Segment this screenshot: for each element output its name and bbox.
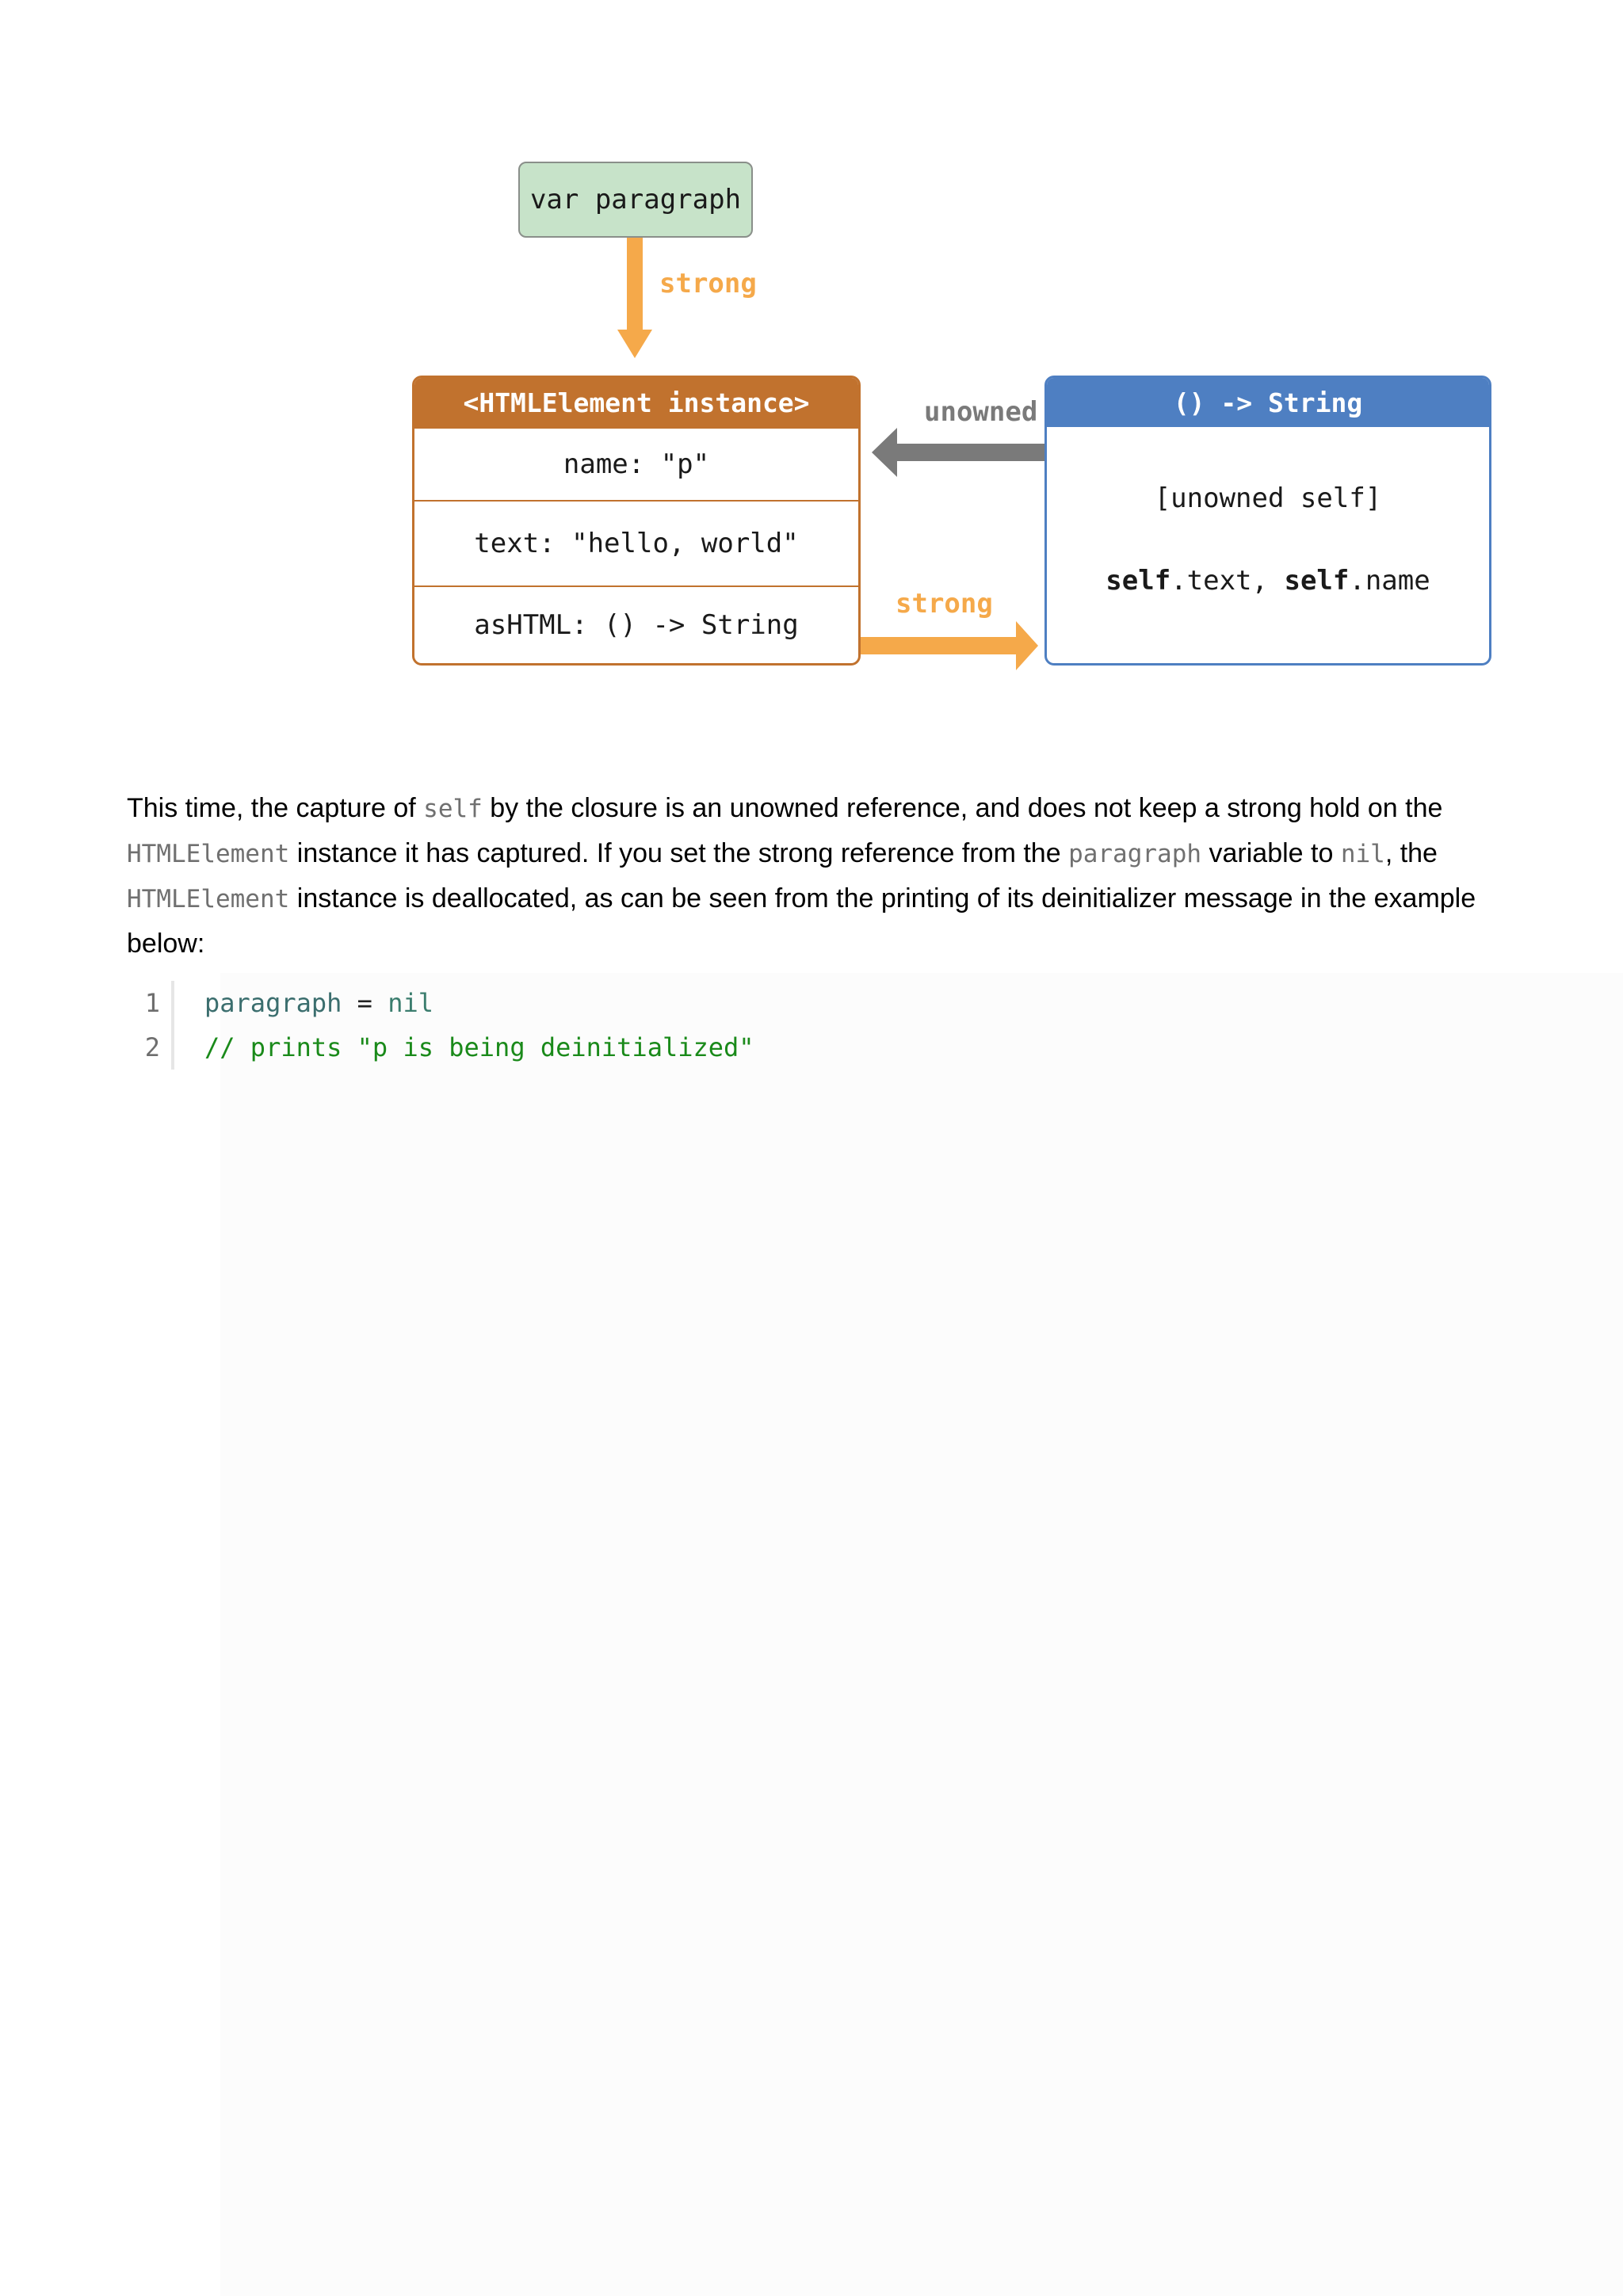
- unowned-label: unowned: [924, 396, 1038, 428]
- unowned-arrow-left: [872, 428, 1044, 477]
- closure-title: () -> String: [1047, 378, 1489, 427]
- strong-arrow-down: [617, 238, 652, 358]
- inline-code-paragraph: paragraph: [1068, 840, 1202, 868]
- line-number: 2: [144, 1032, 160, 1062]
- prose-text-1: This time, the capture of: [127, 793, 424, 823]
- code-identifier: paragraph: [204, 988, 342, 1018]
- strong-arrow-right: [861, 621, 1038, 670]
- closure-body-part-1: .text,: [1170, 565, 1285, 597]
- code-nil-literal: nil: [388, 988, 433, 1018]
- explanation-paragraph: [127, 786, 1506, 966]
- prose-text-5: , the: [1384, 838, 1438, 868]
- instance-row-ashtml: asHTML: () -> String: [414, 585, 858, 663]
- inline-code-nil: nil: [1340, 840, 1385, 868]
- code-gutter: [171, 1025, 174, 1070]
- prose-text-2: by the closure is an unowned reference, and does not keep a strong hold on the: [482, 793, 1443, 823]
- code-operator: =: [342, 988, 388, 1018]
- code-line: [127, 1025, 1506, 1070]
- code-listing: [127, 981, 1506, 1070]
- page-background-shade: [220, 973, 1623, 2296]
- inline-code-htmlelement-2: HTMLElement: [127, 885, 290, 913]
- closure-box: [1044, 376, 1491, 666]
- instance-row-text: text: "hello, world": [414, 500, 858, 585]
- code-comment: // prints "p is being deinitialized": [204, 1032, 754, 1062]
- code-gutter: [171, 981, 174, 1025]
- var-paragraph-box: var paragraph: [518, 162, 753, 238]
- instance-row-name: name: "p": [414, 427, 858, 500]
- inline-code-htmlelement: HTMLElement: [127, 840, 290, 868]
- line-number: 1: [144, 988, 160, 1018]
- strong-label-right: strong: [896, 588, 993, 620]
- reference-diagram: [0, 0, 1623, 713]
- closure-body-keyword-1: self: [1106, 565, 1171, 597]
- strong-label-down: strong: [659, 268, 757, 299]
- closure-body: [1047, 565, 1489, 597]
- closure-capture-list: [unowned self]: [1154, 482, 1382, 514]
- prose-text-6: instance is deallocated, as can be seen from the printing of its deinitializer message in the example below:: [127, 883, 1476, 959]
- inline-code-self: self: [423, 795, 483, 823]
- closure-body-keyword-2: self: [1284, 565, 1350, 597]
- htmlelement-instance-box: [412, 376, 861, 666]
- instance-title: <HTMLElement instance>: [414, 378, 858, 427]
- prose-text-3: instance it has captured. If you set the strong reference from the: [289, 838, 1069, 868]
- prose-text-4: variable to: [1201, 838, 1341, 868]
- closure-body-part-2: .name: [1349, 565, 1430, 597]
- code-line: [127, 981, 1506, 1025]
